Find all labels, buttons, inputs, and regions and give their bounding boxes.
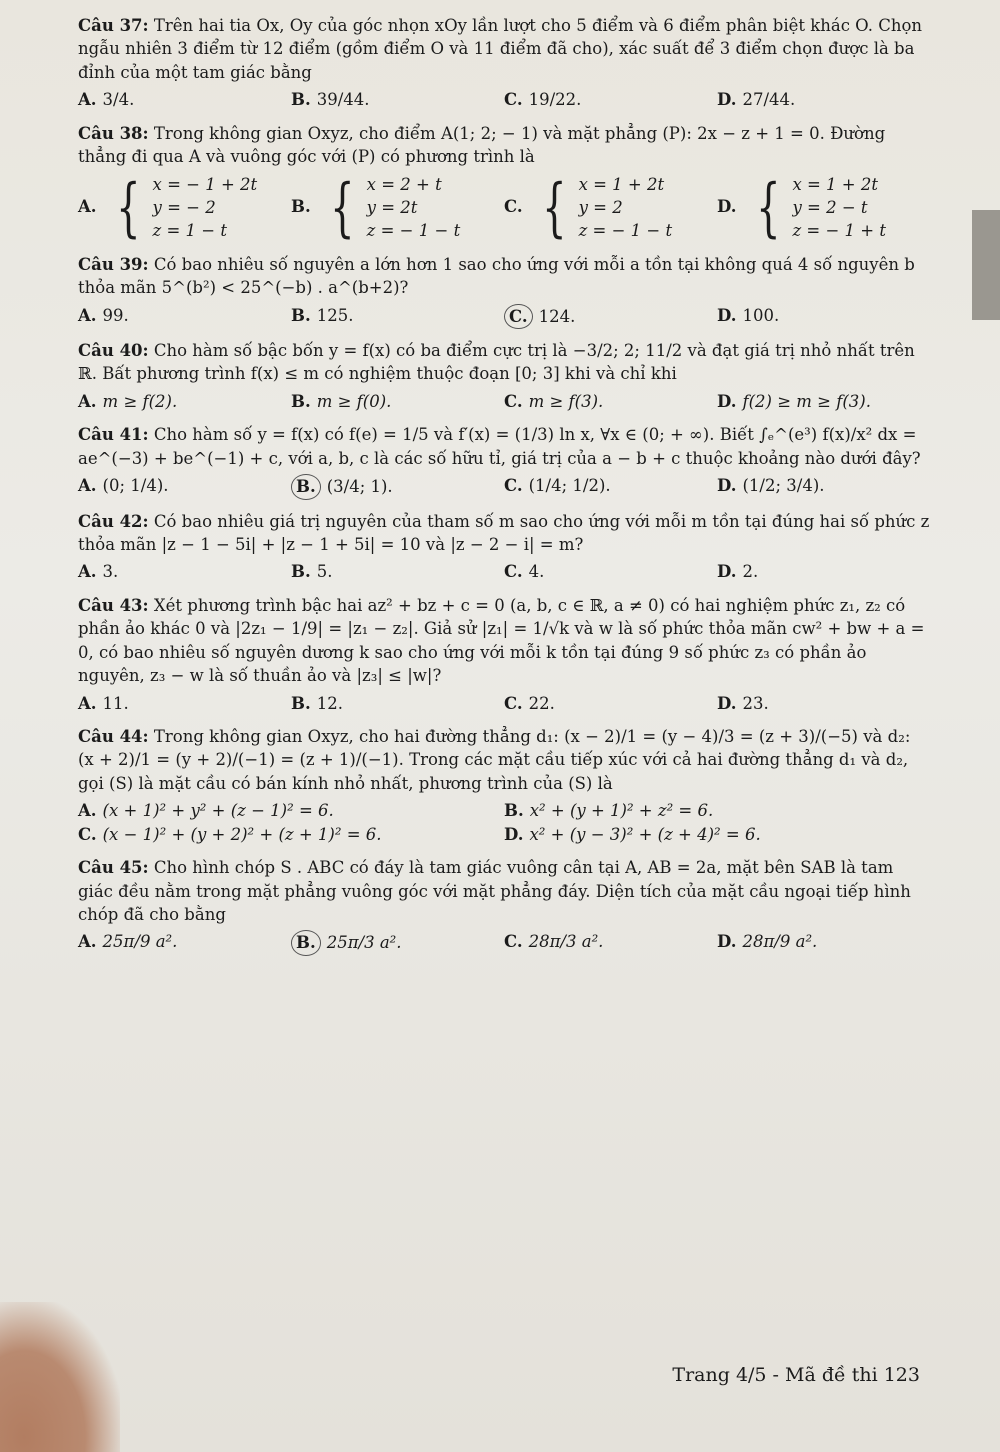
options (78, 390, 930, 413)
option-d (717, 474, 930, 499)
option-text: 39/44. (316, 90, 370, 110)
option-label: C. (504, 90, 523, 110)
option-label: A. (78, 90, 97, 110)
option-text: 3/4. (102, 90, 135, 110)
question-45 (78, 856, 930, 956)
question-number: Câu 44: (78, 726, 149, 746)
brace-icon: { (115, 170, 141, 245)
option-b (291, 930, 504, 955)
option-text: 28π/3 a². (528, 932, 604, 952)
question-text: Có bao nhiêu số nguyên a lớn hơn 1 sao cho ứng với mỗi a tồn tại không quá 4 số nguyên b thỏa mãn 5^(b²) < 25^(−b) . a^(b+2)? (78, 254, 915, 298)
option-c (504, 560, 717, 583)
equation-system (534, 170, 673, 245)
equation-system (748, 170, 886, 245)
question-42 (78, 510, 930, 584)
option-b (291, 390, 504, 413)
option-text: 28π/9 a². (742, 932, 818, 952)
option-b (504, 799, 930, 822)
option-a (78, 692, 291, 715)
option-text: 11. (102, 693, 129, 713)
question-number: Câu 43: (78, 595, 149, 615)
brace-icon: { (330, 170, 355, 245)
thumb (0, 1302, 120, 1452)
question-text: Cho hàm số y = f(x) có f(e) = 1/5 và f′(x) = (1/3) ln x, ∀x ∈ (0; + ∞). Biết ∫ₑ^(e³) f(x)/x² dx = ae^(−3) + be^(−1) + c, với a, b, c là các số hữu tỉ, giá trị của a − b + c thuộc khoảng nào dưới đây? (78, 425, 921, 468)
equation-row: z = 1 − t (152, 221, 227, 241)
option-text: m ≥ f(0). (316, 391, 392, 411)
option-label: A. (78, 693, 97, 713)
option-label: A. (78, 562, 97, 582)
option-label: D. (717, 197, 737, 217)
equation-row: y = − 2 (152, 197, 216, 217)
option-a (78, 799, 504, 822)
option-label: C. (504, 562, 523, 582)
option-label: C. (504, 693, 523, 713)
question-text: Cho hàm số bậc bốn y = f(x) có ba điểm cực trị là −3/2; 2; 11/2 và đạt giá trị nhỏ nhất trên ℝ. Bất phương trình f(x) ≤ m có nghiệm thuộc đoạn [0; 3] khi và chỉ khi (78, 341, 915, 384)
option-label: B. (291, 474, 321, 499)
option-b (291, 692, 504, 715)
option-c (504, 304, 717, 329)
option-b (291, 304, 504, 329)
equation-row: x = 1 + 2t (578, 174, 665, 194)
option-d (717, 930, 930, 955)
question-37 (78, 14, 930, 112)
option-label: C. (504, 932, 523, 952)
option-label: B. (291, 305, 311, 325)
option-label: B. (291, 391, 311, 411)
question-number: Câu 40: (78, 341, 149, 361)
option-d (717, 88, 930, 111)
option-label: D. (717, 90, 737, 110)
option-c (504, 474, 717, 499)
question-number: Câu 45: (78, 858, 149, 878)
option-text: 100. (742, 305, 780, 325)
option-text: (0; 1/4). (102, 476, 169, 496)
equation-row: y = 2 (578, 197, 623, 217)
option-text: 25π/9 a². (102, 932, 178, 952)
option-text: (1/2; 3/4). (742, 476, 825, 496)
option-label: C. (504, 304, 533, 329)
option-a (78, 304, 291, 329)
equation-row: z = − 1 − t (578, 221, 673, 241)
option-label: A. (78, 197, 97, 217)
option-d (717, 304, 930, 329)
option-text: m ≥ f(2). (102, 391, 178, 411)
equation-row: x = 1 + 2t (792, 174, 878, 194)
option-text: 5. (316, 562, 333, 582)
options (78, 799, 930, 846)
option-a (78, 170, 291, 245)
option-text: x² + (y − 3)² + (z + 4)² = 6. (529, 824, 761, 844)
option-d (717, 390, 930, 413)
option-text: 12. (316, 693, 343, 713)
option-text: f(2) ≥ m ≥ f(3). (742, 391, 871, 411)
option-text: 3. (102, 562, 119, 582)
option-text: 99. (102, 305, 129, 325)
option-label: A. (78, 391, 97, 411)
option-label: A. (78, 476, 97, 496)
equation-row: x = 2 + t (366, 174, 442, 194)
options (78, 692, 930, 715)
option-text: 23. (742, 693, 769, 713)
option-label: D. (717, 391, 737, 411)
option-b (291, 560, 504, 583)
question-43 (78, 594, 930, 715)
option-text: 22. (528, 693, 555, 713)
option-label: B. (291, 90, 311, 110)
option-text: (1/4; 1/2). (528, 476, 611, 496)
option-label: D. (504, 824, 524, 844)
equation-system (108, 170, 258, 245)
options (78, 560, 930, 583)
option-label: C. (504, 476, 523, 496)
question-number: Câu 39: (78, 254, 149, 274)
options (78, 170, 930, 245)
option-label: C. (78, 824, 97, 844)
option-a (78, 474, 291, 499)
equation-row: y = 2t (366, 197, 418, 217)
option-d (717, 692, 930, 715)
option-c (504, 692, 717, 715)
background-object (972, 210, 1000, 320)
options (78, 88, 930, 111)
option-label: C. (504, 391, 523, 411)
option-label: D. (717, 562, 737, 582)
equation-row: y = 2 − t (792, 197, 868, 217)
option-text: 2. (742, 562, 759, 582)
option-c (78, 823, 504, 846)
option-b (291, 474, 504, 499)
page-footer: Trang 4/5 - Mã đề thi 123 (672, 1364, 920, 1386)
equation-system (322, 170, 461, 245)
option-label: D. (717, 932, 737, 952)
options (78, 474, 930, 499)
option-label: B. (291, 197, 311, 217)
option-text: x² + (y + 1)² + z² = 6. (529, 801, 714, 821)
option-label: D. (717, 305, 737, 325)
question-text: Trên hai tia Ox, Oy của góc nhọn xOy lần lượt cho 5 điểm và 6 điểm phân biệt khác O. Chọn ngẫu nhiên 3 điểm từ 12 điểm (gồm điểm O và 11 điểm đã cho), xác suất để 3 điểm chọn được là ba đỉnh của một tam giác bằng (78, 16, 923, 82)
option-d (504, 823, 930, 846)
option-label: C. (504, 197, 523, 217)
option-label: D. (717, 693, 737, 713)
option-c (504, 390, 717, 413)
question-number: Câu 41: (78, 425, 149, 445)
option-text: 19/22. (528, 90, 582, 110)
option-b (291, 88, 504, 111)
option-label: A. (78, 801, 97, 821)
question-text: Cho hình chóp S . ABC có đáy là tam giác vuông cân tại A, AB = 2a, mặt bên SAB là tam giác đều nằm trong mặt phẳng vuông góc với mặt phẳng đáy. Diện tích của mặt cầu ngoại tiếp hình chóp đã cho bằng (78, 858, 911, 924)
option-text: 124. (538, 306, 576, 326)
option-a (78, 390, 291, 413)
option-d (717, 560, 930, 583)
option-a (78, 930, 291, 955)
option-label: A. (78, 932, 97, 952)
option-label: B. (291, 693, 311, 713)
question-38 (78, 122, 930, 243)
option-text: 25π/3 a². (326, 933, 402, 953)
option-text: 125. (316, 305, 354, 325)
option-c (504, 88, 717, 111)
equation-row: x = − 1 + 2t (152, 174, 258, 194)
question-number: Câu 37: (78, 16, 149, 35)
question-44 (78, 725, 930, 846)
option-label: B. (504, 801, 524, 821)
question-40 (78, 339, 930, 413)
option-label: A. (78, 305, 97, 325)
option-a (78, 560, 291, 583)
brace-icon: { (541, 170, 567, 245)
option-text: m ≥ f(3). (528, 391, 604, 411)
option-label: B. (291, 562, 311, 582)
question-text: Trong không gian Oxyz, cho hai đường thẳng d₁: (x − 2)/1 = (y − 4)/3 = (z + 3)/(−5) và d₂: (x + 2)/1 = (y + 2)/(−1) = (z + 1)/(−1). Trong các mặt cầu tiếp xúc với cả hai đường thẳng d₁ và d₂, gọi (S) là mặt cầu có bán kính nhỏ nhất, phương trình của (S) là (78, 726, 911, 793)
option-label: B. (291, 930, 321, 955)
option-text: 27/44. (742, 90, 796, 110)
question-text: Trong không gian Oxyz, cho điểm A(1; 2; − 1) và mặt phẳng (P): 2x − z + 1 = 0. Đường thẳng đi qua A và vuông góc với (P) có phương trình là (78, 123, 886, 167)
option-c (504, 930, 717, 955)
question-text: Có bao nhiêu giá trị nguyên của tham số m sao cho ứng với mỗi m tồn tại đúng hai số phức z thỏa mãn |z − 1 − 5i| + |z − 1 + 5i| = 10 và |z − 2 − i| = m? (78, 511, 930, 555)
option-text: (x − 1)² + (y + 2)² + (z + 1)² = 6. (102, 824, 382, 844)
option-a (78, 88, 291, 111)
question-number: Câu 38: (78, 123, 149, 143)
question-number: Câu 42: (78, 511, 149, 531)
question-39 (78, 253, 930, 329)
option-c (504, 170, 717, 245)
option-text: (x + 1)² + y² + (z − 1)² = 6. (102, 801, 334, 821)
options (78, 304, 930, 329)
question-text: Xét phương trình bậc hai az² + bz + c = 0 (a, b, c ∈ ℝ, a ≠ 0) có hai nghiệm phức z₁, z₂ có phần ảo khác 0 và |2z₁ − 1/9| = |z₁ − z₂|. Giả sử |z₁| = 1/√k và w là số phức thỏa mãn cw² + bw + a = 0, có bao nhiêu số nguyên dương k sao cho ứng với mỗi k tồn tại đúng 9 số phức z₃ có phần ảo nguyên, z₃ − w là số thuần ảo và |z₃| ≤ |w|? (78, 595, 925, 686)
equation-row: z = − 1 − t (366, 221, 461, 241)
question-41 (78, 423, 930, 499)
brace-icon: { (755, 170, 781, 245)
option-text: 4. (528, 562, 545, 582)
equation-row: z = − 1 + t (792, 221, 886, 241)
options (78, 930, 930, 955)
option-text: (3/4; 1). (326, 477, 393, 497)
option-label: D. (717, 476, 737, 496)
option-b (291, 170, 504, 245)
option-d (717, 170, 930, 245)
